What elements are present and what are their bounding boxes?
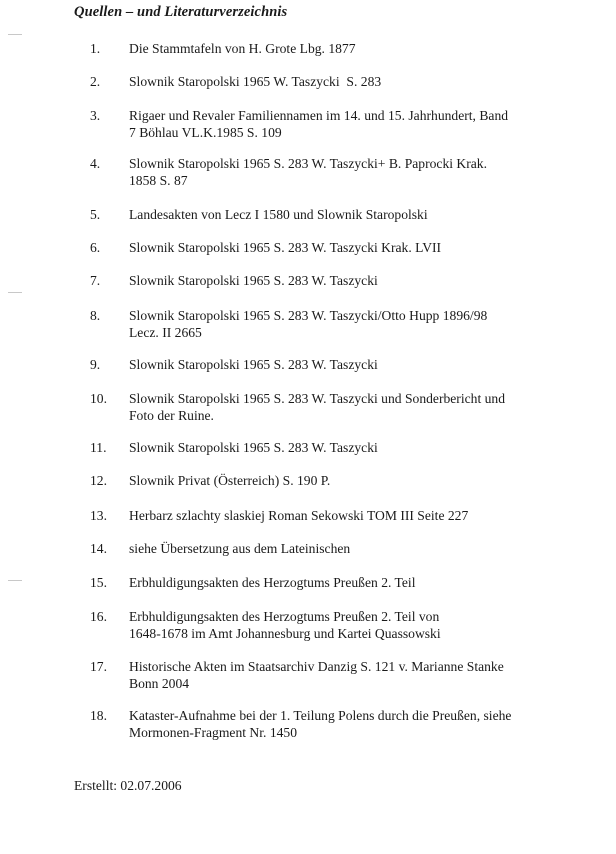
reference-line: Erbhuldigungsakten des Herzogtums Preußen 2. Teil — [129, 575, 416, 590]
page-title: Quellen – und Literaturverzeichnis — [74, 4, 288, 20]
reference-line: Slownik Staropolski 1965 S. 283 W. Taszycki — [129, 440, 378, 455]
reference-line: Slownik Privat (Österreich) S. 190 P. — [129, 473, 331, 488]
reference-text — [129, 658, 549, 692]
reference-line: Slownik Staropolski 1965 S. 283 W. Taszycki und Sonderbericht und — [129, 391, 506, 406]
reference-text — [129, 574, 549, 591]
reference-text — [129, 107, 549, 141]
reference-text — [129, 307, 549, 341]
reference-line: Rigaer und Revaler Familiennamen im 14. und 15. Jahrhundert, Band — [129, 108, 509, 123]
reference-line: Die Stammtafeln von H. Grote Lbg. 1877 — [129, 41, 356, 56]
created-date: Erstellt: 02.07.2006 — [74, 778, 182, 793]
reference-line: Foto der Ruine. — [129, 408, 214, 423]
scan-mark — [8, 580, 22, 581]
reference-text — [129, 272, 549, 289]
reference-line: siehe Übersetzung aus dem Lateinischen — [129, 541, 351, 556]
scan-mark — [8, 292, 22, 293]
reference-line: Herbarz szlachty slaskiej Roman Sekowski TOM III Seite 227 — [129, 508, 469, 523]
reference-line: Lecz. II 2665 — [129, 325, 202, 340]
reference-number: 17. — [90, 659, 107, 674]
reference-line: Mormonen-Fragment Nr. 1450 — [129, 725, 298, 740]
reference-line: 1858 S. 87 — [129, 173, 188, 188]
reference-line: Slownik Staropolski 1965 S. 283 W. Taszycki — [129, 273, 378, 288]
reference-line: Slownik Staropolski 1965 W. Taszycki S. 283 — [129, 74, 382, 89]
reference-number: 12. — [90, 473, 107, 488]
reference-line: 7 Böhlau VL.K.1985 S. 109 — [129, 125, 282, 140]
reference-number: 6. — [90, 240, 101, 255]
reference-text — [129, 707, 549, 741]
reference-text — [129, 608, 549, 642]
reference-number: 13. — [90, 508, 107, 523]
reference-text — [129, 40, 549, 57]
reference-text — [129, 206, 549, 223]
reference-number: 5. — [90, 207, 101, 222]
reference-number: 2. — [90, 74, 101, 89]
reference-text — [129, 155, 549, 189]
reference-number: 7. — [90, 273, 101, 288]
reference-number: 9. — [90, 357, 101, 372]
reference-line: Historische Akten im Staatsarchiv Danzig S. 121 v. Marianne Stanke — [129, 659, 504, 674]
reference-number: 10. — [90, 391, 107, 406]
reference-number: 15. — [90, 575, 107, 590]
reference-line: Slownik Staropolski 1965 S. 283 W. Taszycki+ B. Paprocki Krak. — [129, 156, 488, 171]
reference-number: 14. — [90, 541, 107, 556]
reference-line: Erbhuldigungsakten des Herzogtums Preußen 2. Teil von — [129, 609, 440, 624]
reference-number: 11. — [90, 440, 107, 455]
reference-text — [129, 239, 549, 256]
reference-text — [129, 472, 549, 489]
reference-line: Landesakten von Lecz I 1580 und Slownik Staropolski — [129, 207, 428, 222]
reference-line: Slownik Staropolski 1965 S. 283 W. Taszycki/Otto Hupp 1896/98 — [129, 308, 488, 323]
reference-number: 3. — [90, 108, 101, 123]
reference-line: Bonn 2004 — [129, 676, 190, 691]
reference-number: 4. — [90, 156, 101, 171]
reference-text — [129, 439, 549, 456]
reference-number: 18. — [90, 708, 107, 723]
reference-line: 1648-1678 im Amt Johannesburg und Kartei Quassowski — [129, 626, 441, 641]
reference-text — [129, 356, 549, 373]
reference-line: Slownik Staropolski 1965 S. 283 W. Taszycki — [129, 357, 378, 372]
reference-line: Slownik Staropolski 1965 S. 283 W. Taszycki Krak. LVII — [129, 240, 442, 255]
reference-text — [129, 507, 549, 524]
reference-text — [129, 540, 549, 557]
reference-text — [129, 73, 549, 90]
reference-number: 8. — [90, 308, 101, 323]
reference-line: Kataster-Aufnahme bei der 1. Teilung Polens durch die Preußen, siehe — [129, 708, 512, 723]
reference-number: 1. — [90, 41, 101, 56]
reference-number: 16. — [90, 609, 107, 624]
reference-text — [129, 390, 549, 424]
scan-mark — [8, 34, 22, 35]
